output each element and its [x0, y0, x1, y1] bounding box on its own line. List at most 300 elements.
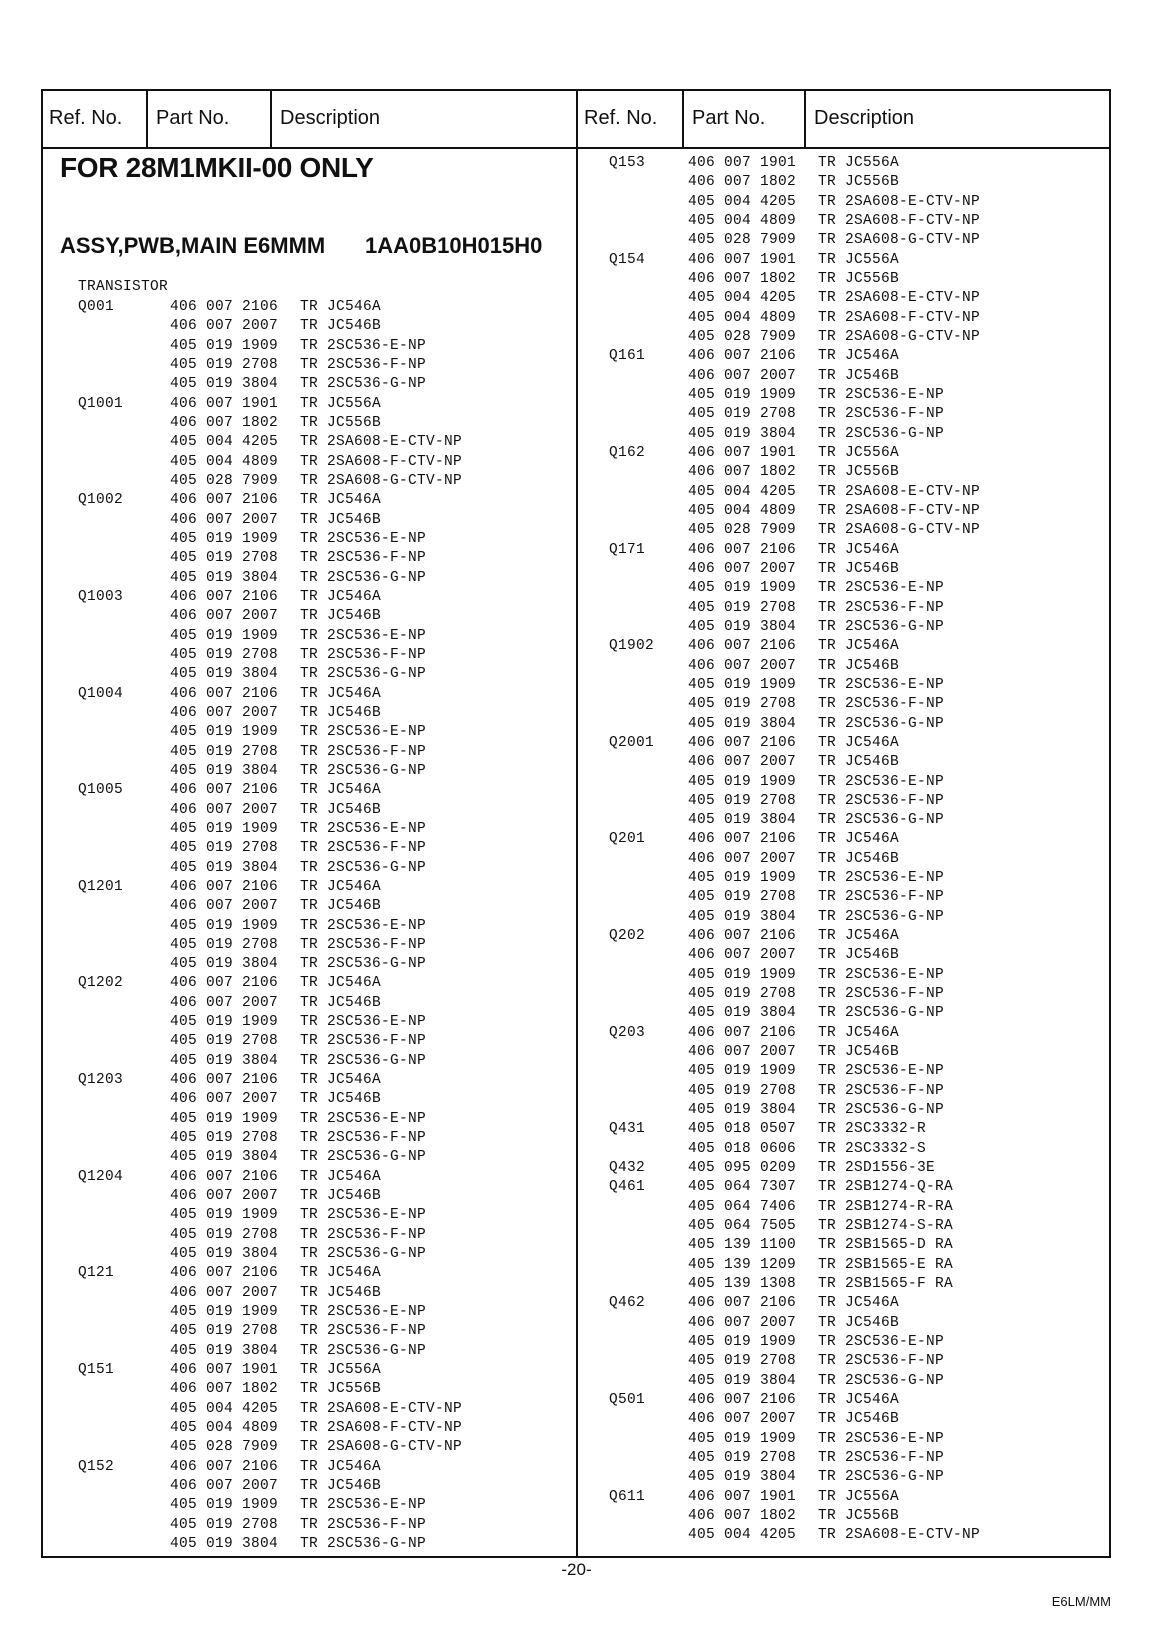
description: TR JC556B [300, 414, 382, 431]
right-table-header [576, 89, 1111, 149]
description: TR 2SC536-F-NP [300, 1033, 427, 1050]
description: TR 2SB1274-R-RA [818, 1198, 954, 1215]
description: TR JC546A [300, 975, 382, 992]
page-number: -20- [561, 1560, 592, 1579]
description: TR 2SC536-E-NP [818, 1334, 945, 1351]
part-no: 406 007 2106 [688, 1392, 797, 1408]
part-no: 405 019 1909 [688, 386, 797, 403]
part-no: 405 019 3804 [170, 1052, 279, 1069]
table-row [609, 444, 1079, 463]
description: TR 2SA608-F-CTV-NP [818, 212, 981, 229]
part-no: 405 019 2708 [170, 936, 279, 953]
part-no: 406 007 2007 [688, 1044, 797, 1061]
part-no: 405 019 1909 [170, 530, 279, 547]
table-row [609, 1236, 1079, 1255]
description: TR 2SA608-E-CTV-NP [300, 434, 463, 451]
part-no: 406 007 1901 [688, 155, 797, 171]
assembly-name: ASSY,PWB,MAIN E6MMM [60, 233, 326, 258]
description: TR 2SC536-F-NP [300, 356, 427, 373]
part-no: 405 004 4809 [688, 502, 797, 519]
table-row [78, 646, 548, 665]
table-row [609, 483, 1079, 502]
description: TR 2SC536-F-NP [818, 792, 945, 809]
ref-no: Q1902 [609, 638, 655, 655]
description: TR 2SC536-G-NP [300, 1149, 427, 1166]
table-row [78, 1400, 548, 1419]
part-no: 405 019 1909 [170, 337, 279, 354]
ref-no: Q462 [609, 1295, 646, 1312]
table-row [78, 511, 548, 530]
table-row [609, 1120, 1079, 1139]
description: TR JC556A [818, 444, 900, 461]
part-no: 405 139 1209 [688, 1256, 797, 1273]
part-no: 405 004 4809 [170, 453, 279, 470]
description: TR 2SC3332-R [818, 1121, 927, 1138]
part-no: 405 004 4205 [170, 434, 279, 451]
part-no: 405 019 2708 [688, 1449, 797, 1466]
part-no: 405 019 2708 [170, 1033, 279, 1050]
part-no: 405 019 3804 [688, 1102, 797, 1119]
table-row [78, 1264, 548, 1283]
table-row [78, 1071, 548, 1090]
part-no: 405 019 3804 [170, 956, 279, 973]
description: TR 2SC536-G-NP [818, 715, 945, 732]
description: TR JC546B [818, 657, 900, 674]
part-no: 406 007 1901 [688, 444, 797, 461]
table-row [78, 1168, 548, 1187]
part-no: 405 019 3804 [688, 1005, 797, 1022]
table-row [78, 878, 548, 897]
part-no: 405 019 2708 [170, 1516, 279, 1533]
description: TR 2SC536-E-NP [300, 530, 427, 547]
part-no: 405 019 3804 [170, 376, 279, 393]
description: TR 2SA608-F-CTV-NP [300, 453, 463, 470]
description: TR 2SA608-E-CTV-NP [818, 483, 981, 500]
table-row [78, 1516, 548, 1535]
table-row [78, 781, 548, 800]
part-no: 405 019 1909 [688, 580, 797, 597]
table-row [78, 530, 548, 549]
ref-no: Q1002 [78, 492, 124, 509]
ref-no: Q202 [609, 928, 646, 945]
table-row [609, 231, 1079, 250]
description: TR 2SC536-E-NP [300, 724, 427, 741]
part-no: 406 007 2007 [170, 318, 279, 335]
description: TR JC546A [818, 348, 900, 365]
table-row [609, 773, 1079, 792]
part-no: 405 019 3804 [688, 812, 797, 829]
description: TR 2SC536-E-NP [818, 870, 945, 887]
part-no: 405 019 3804 [170, 1342, 279, 1359]
part-no: 406 007 2007 [688, 367, 797, 384]
part-no: 406 007 1802 [688, 174, 797, 191]
ref-no: Q1003 [78, 588, 124, 605]
part-no: 406 007 2007 [688, 754, 797, 771]
header-description: Description [804, 89, 1109, 147]
table-row [78, 917, 548, 936]
table-row [609, 1294, 1079, 1313]
description: TR 2SA608-E-CTV-NP [818, 290, 981, 307]
part-no: 405 019 2708 [170, 356, 279, 373]
table-row [609, 1024, 1079, 1043]
description: TR 2SB1565-E RA [818, 1256, 954, 1273]
description: TR JC546B [818, 1411, 900, 1428]
description: TR 2SC536-G-NP [300, 569, 427, 586]
table-row [609, 560, 1079, 579]
part-no: 405 019 1909 [688, 773, 797, 790]
description: TR 2SC536-E-NP [300, 627, 427, 644]
description: TR JC546A [300, 588, 382, 605]
part-no: 405 095 0209 [688, 1160, 797, 1177]
part-no: 405 139 1100 [688, 1237, 797, 1254]
table-row [78, 588, 548, 607]
part-no: 406 007 2106 [170, 685, 279, 702]
table-row [78, 1322, 548, 1341]
part-no: 405 019 2708 [688, 696, 797, 713]
table-row [609, 1101, 1079, 1120]
table-row [609, 695, 1079, 714]
description: TR 2SC536-E-NP [818, 966, 945, 983]
description: TR 2SC536-F-NP [300, 646, 427, 663]
part-no: 405 019 1909 [688, 870, 797, 887]
table-row [609, 1043, 1079, 1062]
description: TR JC546B [300, 801, 382, 818]
table-row [609, 1410, 1079, 1429]
part-no: 405 019 3804 [170, 1149, 279, 1166]
left-table-header [41, 89, 578, 149]
part-no: 405 019 1909 [170, 1014, 279, 1031]
description: TR JC546B [300, 1478, 382, 1495]
part-no: 406 007 2007 [170, 1188, 279, 1205]
table-row [78, 1342, 548, 1361]
part-no: 405 019 1909 [170, 917, 279, 934]
description: TR 2SA608-G-CTV-NP [818, 522, 981, 539]
description: TR 2SC536-F-NP [300, 936, 427, 953]
part-no: 405 028 7909 [688, 232, 797, 249]
ref-no: Q001 [78, 299, 115, 315]
table-row [609, 869, 1079, 888]
table-row [78, 994, 548, 1013]
description: TR JC546B [818, 1044, 900, 1061]
part-no: 406 007 2007 [688, 1314, 797, 1331]
description: TR 2SB1565-D RA [818, 1237, 954, 1254]
table-row [609, 251, 1079, 270]
table-row [78, 936, 548, 955]
table-row [609, 463, 1079, 482]
description: TR JC556B [818, 1507, 900, 1524]
description: TR 2SA608-G-CTV-NP [300, 1439, 463, 1456]
part-no: 405 019 2708 [688, 1353, 797, 1370]
part-no: 405 019 3804 [170, 762, 279, 779]
header-part-no: Part No. [682, 89, 804, 147]
part-no: 405 019 2708 [170, 550, 279, 567]
description: TR JC546B [300, 318, 382, 335]
part-no: 406 007 2007 [688, 560, 797, 577]
table-row [609, 173, 1079, 192]
table-row [609, 270, 1079, 289]
table-row [609, 1256, 1079, 1275]
part-no: 405 018 0507 [688, 1121, 797, 1138]
part-no: 406 007 2106 [170, 492, 279, 509]
part-no: 406 007 2106 [688, 734, 797, 751]
table-row [78, 723, 548, 742]
ref-no: Q151 [78, 1362, 115, 1379]
ref-no: Q1201 [78, 878, 124, 895]
description: TR 2SA608-F-CTV-NP [300, 1420, 463, 1437]
part-no: 405 019 3804 [688, 908, 797, 925]
description: TR 2SC536-E-NP [818, 580, 945, 597]
description: TR JC546B [300, 898, 382, 915]
description: TR JC546A [300, 782, 382, 799]
part-no: 405 019 3804 [688, 715, 797, 732]
description: TR 2SC536-E-NP [300, 1497, 427, 1514]
table-row [609, 1333, 1079, 1352]
part-no: 405 019 2708 [170, 840, 279, 857]
ref-no: Q461 [609, 1179, 646, 1196]
table-row [78, 685, 548, 704]
description: TR 2SC536-G-NP [818, 1469, 945, 1486]
table-row [78, 762, 548, 781]
description: TR 2SC536-G-NP [300, 1342, 427, 1359]
header-ref-no: Ref. No. [584, 106, 658, 129]
description: TR JC546A [300, 492, 382, 509]
part-no: 406 007 2106 [688, 831, 797, 848]
ref-no: Q171 [609, 541, 646, 558]
description: TR JC556B [818, 174, 900, 191]
table-row [78, 955, 548, 974]
part-no: 405 019 2708 [688, 599, 797, 616]
description: TR 2SC536-G-NP [300, 762, 427, 779]
table-row [609, 579, 1079, 598]
part-no: 405 018 0606 [688, 1140, 797, 1157]
part-no: 405 019 1909 [170, 1304, 279, 1321]
ref-no: Q121 [78, 1265, 115, 1282]
table-row [609, 367, 1079, 386]
description: TR 2SC536-E-NP [300, 917, 427, 934]
ref-no: Q501 [609, 1392, 646, 1408]
part-no: 405 019 2708 [170, 1226, 279, 1243]
left-parts-list [78, 298, 548, 1554]
table-row [78, 298, 548, 317]
part-no: 406 007 1901 [688, 1488, 797, 1505]
table-row [78, 395, 548, 414]
part-no: 406 007 2106 [170, 878, 279, 895]
ref-no: Q2001 [609, 734, 655, 751]
description: TR JC546B [818, 560, 900, 577]
table-row [609, 1178, 1079, 1197]
description: TR JC546A [300, 878, 382, 895]
description: TR 2SC536-E-NP [818, 386, 945, 403]
part-no: 406 007 2106 [688, 1295, 797, 1312]
description: TR JC556B [818, 464, 900, 481]
table-row [78, 356, 548, 375]
table-row [78, 472, 548, 491]
description: TR 2SC536-F-NP [818, 406, 945, 423]
part-no: 405 019 1909 [170, 1497, 279, 1514]
description: TR 2SC536-F-NP [818, 696, 945, 713]
description: TR JC546A [818, 638, 900, 655]
part-no: 406 007 2007 [688, 1411, 797, 1428]
part-no: 405 019 1909 [688, 676, 797, 693]
part-no: 406 007 2106 [170, 1265, 279, 1282]
description: TR 2SC536-F-NP [818, 889, 945, 906]
table-row [609, 1468, 1079, 1487]
part-no: 406 007 1901 [170, 395, 279, 412]
description: TR 2SC536-G-NP [818, 1372, 945, 1389]
table-row [609, 1449, 1079, 1468]
description: TR JC546B [300, 511, 382, 528]
part-no: 406 007 2106 [688, 928, 797, 945]
part-no: 405 019 1909 [170, 1207, 279, 1224]
part-no: 406 007 1802 [688, 464, 797, 481]
table-row [609, 1488, 1079, 1507]
ref-no: Q154 [609, 251, 646, 268]
table-row [609, 657, 1079, 676]
table-row [78, 549, 548, 568]
description: TR JC546B [818, 850, 900, 867]
ref-no: Q431 [609, 1121, 646, 1138]
part-no: 406 007 2106 [170, 975, 279, 992]
table-row [78, 1052, 548, 1071]
table-row [609, 328, 1079, 347]
table-row [609, 734, 1079, 753]
table-row [609, 1159, 1079, 1178]
table-row [78, 1187, 548, 1206]
part-no: 406 007 2106 [170, 1168, 279, 1185]
description: TR 2SB1274-S-RA [818, 1218, 954, 1235]
description: TR 2SC536-G-NP [818, 1102, 945, 1119]
table-row [78, 1013, 548, 1032]
description: TR 2SC536-F-NP [818, 599, 945, 616]
description: TR JC556A [300, 1362, 382, 1379]
part-no: 406 007 2106 [170, 1458, 279, 1475]
description: TR JC546B [300, 994, 382, 1011]
description: TR JC556B [818, 270, 900, 287]
table-row [609, 1217, 1079, 1236]
description: TR JC556A [300, 395, 382, 412]
table-row [609, 1140, 1079, 1159]
table-row [609, 1352, 1079, 1371]
part-no: 405 019 2708 [688, 889, 797, 906]
description: TR 2SC536-G-NP [818, 1005, 945, 1022]
description: TR 2SC536-G-NP [818, 425, 945, 442]
table-row [78, 1361, 548, 1380]
description: TR 2SC536-F-NP [300, 743, 427, 760]
table-row [609, 1372, 1079, 1391]
header-description: Description [270, 89, 576, 147]
part-no: 405 028 7909 [688, 522, 797, 539]
part-no: 405 028 7909 [688, 328, 797, 345]
description: TR 2SC536-E-NP [818, 773, 945, 790]
description: TR 2SA608-F-CTV-NP [818, 502, 981, 519]
description: TR 2SA608-E-CTV-NP [818, 1527, 981, 1544]
description: TR JC556A [818, 1488, 900, 1505]
description: TR 2SC536-F-NP [300, 1130, 427, 1147]
table-row [78, 1226, 548, 1245]
part-no: 406 007 2007 [170, 898, 279, 915]
description: TR 2SC3332-S [818, 1140, 927, 1157]
table-row [78, 375, 548, 394]
description: TR 2SC536-G-NP [300, 376, 427, 393]
table-row [609, 309, 1079, 328]
table-row [78, 627, 548, 646]
part-no: 405 019 1909 [688, 1334, 797, 1351]
table-row [78, 433, 548, 452]
part-no: 405 019 1909 [688, 966, 797, 983]
ref-no: Q161 [609, 348, 646, 365]
description: TR 2SC536-G-NP [300, 1052, 427, 1069]
section-title: FOR 28M1MKII-00 ONLY [60, 152, 374, 183]
part-no: 405 028 7909 [170, 1439, 279, 1456]
description: TR JC546A [300, 299, 382, 315]
table-row [609, 541, 1079, 560]
description: TR 2SC536-G-NP [818, 908, 945, 925]
table-row [609, 966, 1079, 985]
table-row [78, 1148, 548, 1167]
description: TR JC546A [818, 831, 900, 848]
table-row [78, 1419, 548, 1438]
ref-no: Q201 [609, 831, 646, 848]
part-no: 405 019 3804 [170, 859, 279, 876]
ref-no: Q611 [609, 1488, 646, 1505]
ref-no: Q162 [609, 444, 646, 461]
description: TR JC546A [818, 1295, 900, 1312]
part-no: 406 007 2106 [170, 1072, 279, 1089]
description: TR JC546B [818, 367, 900, 384]
part-no: 405 004 4205 [688, 1527, 797, 1544]
column-divider [576, 89, 578, 1558]
table-row [78, 317, 548, 336]
description: TR 2SC536-F-NP [818, 1353, 945, 1370]
part-no: 405 028 7909 [170, 472, 279, 489]
part-no: 406 007 2007 [170, 1091, 279, 1108]
table-row [609, 1062, 1079, 1081]
part-no: 406 007 2106 [170, 299, 279, 315]
part-no: 405 019 2708 [170, 1130, 279, 1147]
description: TR JC556B [300, 1381, 382, 1398]
part-no: 406 007 1901 [688, 251, 797, 268]
description: TR 2SC536-E-NP [300, 1207, 427, 1224]
description: TR 2SC536-E-NP [818, 1063, 945, 1080]
table-row [78, 1245, 548, 1264]
part-no: 405 019 2708 [688, 986, 797, 1003]
part-no: 405 004 4205 [688, 483, 797, 500]
table-row [609, 405, 1079, 424]
table-row [609, 502, 1079, 521]
description: TR JC546B [818, 754, 900, 771]
description: TR 2SC536-G-NP [300, 956, 427, 973]
table-row [78, 704, 548, 723]
table-row [609, 599, 1079, 618]
table-row [609, 830, 1079, 849]
part-no: 405 019 3804 [688, 1469, 797, 1486]
description: TR 2SC536-E-NP [300, 1110, 427, 1127]
table-row [78, 1380, 548, 1399]
description: TR JC546A [300, 1168, 382, 1185]
description: TR 2SA608-G-CTV-NP [818, 328, 981, 345]
description: TR JC546A [818, 928, 900, 945]
part-no: 405 019 1909 [688, 1430, 797, 1447]
table-row [609, 676, 1079, 695]
description: TR JC546A [300, 685, 382, 702]
table-row [78, 1129, 548, 1148]
description: TR 2SC536-E-NP [818, 1430, 945, 1447]
table-row [78, 897, 548, 916]
part-no: 406 007 2106 [170, 588, 279, 605]
description: TR 2SA608-G-CTV-NP [300, 472, 463, 489]
part-no: 405 019 3804 [170, 666, 279, 683]
part-no: 405 064 7406 [688, 1198, 797, 1215]
